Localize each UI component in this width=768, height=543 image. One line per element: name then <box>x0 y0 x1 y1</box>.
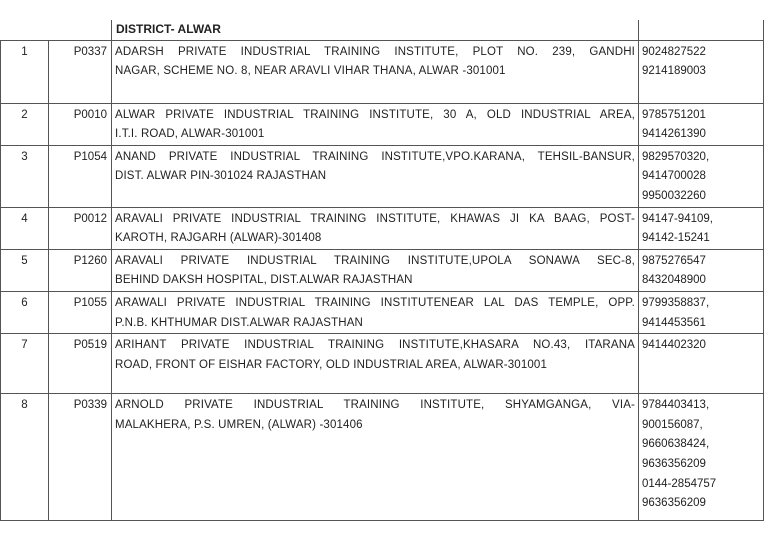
phone-numbers <box>639 207 764 249</box>
institute-code: P1055 <box>49 291 112 333</box>
institute-code: P0010 <box>49 103 112 145</box>
institute-address <box>112 291 639 333</box>
serial-number: 3 <box>1 145 49 207</box>
institute-address <box>112 334 639 394</box>
phone-number: 9414453561 <box>642 316 706 329</box>
phone-number: 94147-94109, <box>642 212 713 225</box>
phone-number: 9636356209 <box>642 457 706 470</box>
address-line: ADARSH PRIVATE INDUSTRIAL TRAINING INSTITUTE, PLOT NO. 239, GANDHI <box>115 45 635 58</box>
blank-cell <box>639 20 764 40</box>
phone-number: 9214189003 <box>642 65 706 78</box>
institute-address <box>112 40 639 103</box>
institute-address <box>112 394 639 521</box>
table-row <box>1 334 764 394</box>
phone-number: 8432048900 <box>642 274 706 287</box>
phone-numbers <box>639 145 764 207</box>
table-row <box>1 394 764 521</box>
address-line: ROAD, FRONT OF EISHAR FACTORY, OLD INDUSTRIAL AREA, ALWAR-301001 <box>115 358 548 371</box>
institute-address <box>112 249 639 291</box>
institute-code: P0012 <box>49 207 112 249</box>
phone-number: 9784403413, <box>642 399 710 412</box>
institute-code: P0337 <box>49 40 112 103</box>
phone-numbers <box>639 103 764 145</box>
serial-number: 2 <box>1 103 49 145</box>
phone-number: 9950032260 <box>642 189 706 202</box>
serial-number: 7 <box>1 334 49 394</box>
address-line: I.T.I. ROAD, ALWAR-301001 <box>115 128 265 141</box>
phone-numbers <box>639 334 764 394</box>
address-line: ARNOLD PRIVATE INDUSTRIAL TRAINING INSTITUTE, SHYAMGANGA, VIA- <box>115 399 635 412</box>
address-line: ARAWALI PRIVATE INDUSTRIAL TRAINING INSTITUTENEAR LAL DAS TEMPLE, OPP. <box>115 296 635 309</box>
address-line: ALWAR PRIVATE INDUSTRIAL TRAINING INSTITUTE, 30 A, OLD INDUSTRIAL AREA, <box>115 108 635 121</box>
district-header-row <box>1 20 764 40</box>
phone-numbers <box>639 40 764 103</box>
table-row <box>1 103 764 145</box>
address-line: ARAVALI PRIVATE INDUSTRIAL TRAINING INSTITUTE,UPOLA SONAWA SEC-8, <box>115 254 635 267</box>
phone-number: 9829570320, <box>642 150 710 163</box>
phone-number: 900156087, <box>642 418 703 431</box>
address-line: ANAND PRIVATE INDUSTRIAL TRAINING INSTITUTE,VPO.KARANA, TEHSIL-BANSUR, <box>115 150 635 163</box>
phone-number: 94142-15241 <box>642 232 710 245</box>
serial-number: 4 <box>1 207 49 249</box>
serial-number: 1 <box>1 40 49 103</box>
institute-code: P1260 <box>49 249 112 291</box>
serial-number: 8 <box>1 394 49 521</box>
institute-address <box>112 103 639 145</box>
address-line: NAGAR, SCHEME NO. 8, NEAR ARAVLI VIHAR THANA, ALWAR -301001 <box>115 65 506 78</box>
table-row <box>1 207 764 249</box>
phone-number: 9414700028 <box>642 170 706 183</box>
institute-address <box>112 145 639 207</box>
address-line: MALAKHERA, P.S. UMREN, (ALWAR) -301406 <box>115 418 363 431</box>
phone-number: 9414261390 <box>642 128 706 141</box>
phone-number: 9414402320 <box>642 339 706 352</box>
institute-table <box>0 20 764 521</box>
phone-number: 9660638424, <box>642 438 710 451</box>
phone-number: 9799358837, <box>642 296 710 309</box>
address-line: BEHIND DAKSH HOSPITAL, DIST.ALWAR RAJASTHAN <box>115 274 413 287</box>
phone-number: 9024827522 <box>642 45 706 58</box>
institute-code: P1054 <box>49 145 112 207</box>
phone-number: 9875276547 <box>642 254 706 267</box>
phone-numbers <box>639 394 764 521</box>
address-line: KAROTH, RAJGARH (ALWAR)-301408 <box>115 232 322 245</box>
district-header: DISTRICT- ALWAR <box>112 20 639 40</box>
table-row <box>1 145 764 207</box>
serial-number: 5 <box>1 249 49 291</box>
blank-cell <box>49 20 112 40</box>
table-row <box>1 40 764 103</box>
address-line: ARAVALI PRIVATE INDUSTRIAL TRAINING INSTITUTE, KHAWAS JI KA BAAG, POST- <box>115 212 635 225</box>
phone-number: 9636356209 <box>642 497 706 510</box>
address-line: P.N.B. KHTHUMAR DIST.ALWAR RAJASTHAN <box>115 316 364 329</box>
table-row <box>1 249 764 291</box>
blank-cell <box>1 20 49 40</box>
phone-numbers <box>639 291 764 333</box>
institute-code: P0339 <box>49 394 112 521</box>
serial-number: 6 <box>1 291 49 333</box>
institute-code: P0519 <box>49 334 112 394</box>
address-line: ARIHANT PRIVATE INDUSTRIAL TRAINING INSTITUTE,KHASARA NO.43, ITARANA <box>115 339 635 352</box>
phone-number: 0144-2854757 <box>642 477 717 490</box>
table-row <box>1 291 764 333</box>
phone-numbers <box>639 249 764 291</box>
address-line: DIST. ALWAR PIN-301024 RAJASTHAN <box>115 170 327 183</box>
institute-address <box>112 207 639 249</box>
phone-number: 9785751201 <box>642 108 706 121</box>
